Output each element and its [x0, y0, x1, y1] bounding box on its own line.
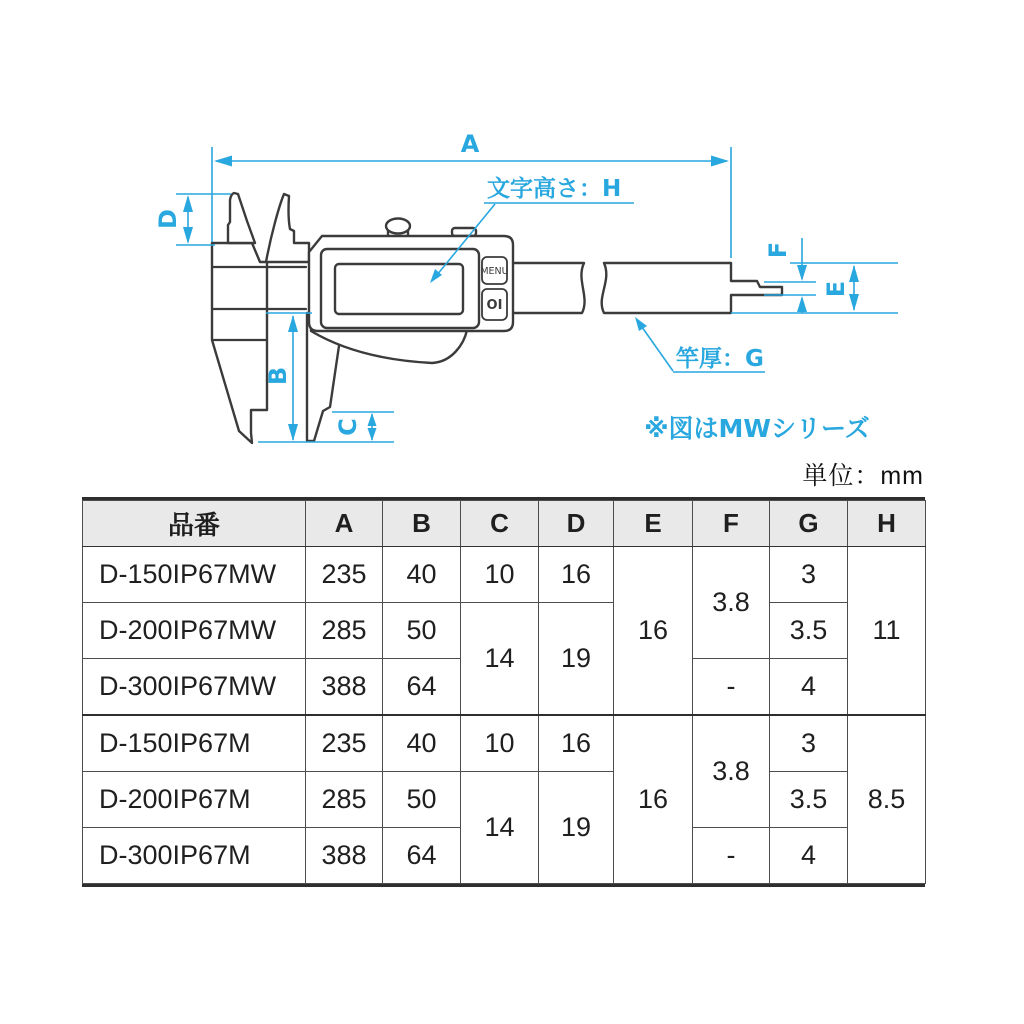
- value-cell: 3.5: [770, 772, 848, 828]
- col-header-c: C: [461, 501, 539, 547]
- part-number-cell: D-200IP67MW: [83, 603, 306, 659]
- value-cell: 40: [383, 715, 461, 772]
- value-cell: 4: [770, 659, 848, 716]
- spec-table-wrap: [82, 497, 925, 887]
- col-header-d: D: [539, 501, 614, 547]
- dim-d: [154, 194, 231, 245]
- part-number-cell: D-300IP67MW: [83, 659, 306, 716]
- arrow-up-icon: [368, 413, 377, 426]
- arrow-down-icon: [368, 428, 377, 441]
- part-number-cell: D-200IP67M: [83, 772, 306, 828]
- col-header-b: B: [383, 501, 461, 547]
- value-cell: -: [693, 659, 770, 716]
- upper-movable-jaw: [266, 194, 309, 262]
- value-cell: 50: [383, 603, 461, 659]
- value-cell: 11: [848, 547, 926, 716]
- dim-a-label: A: [460, 130, 480, 158]
- value-cell: 235: [306, 715, 383, 772]
- value-cell: 19: [539, 603, 614, 716]
- power-button-label: OI: [486, 298, 503, 313]
- dim-c: [332, 412, 394, 441]
- arrow-left-icon: [214, 156, 232, 167]
- char-height-label: 文字高さ：H: [487, 176, 622, 202]
- spec-table: [82, 500, 926, 884]
- dim-f: [764, 238, 816, 313]
- arrow-down-icon: [288, 424, 298, 441]
- dim-d-label: D: [154, 209, 182, 229]
- dim-f-label: F: [764, 241, 792, 259]
- col-header-f: F: [693, 501, 770, 547]
- value-cell: 64: [383, 828, 461, 884]
- value-cell: 4: [770, 828, 848, 884]
- value-cell: 285: [306, 772, 383, 828]
- leader-arrow-icon: [635, 317, 647, 331]
- value-cell: 388: [306, 659, 383, 716]
- series-note: ※図はMWシリーズ: [644, 414, 870, 443]
- arrow-up-icon: [183, 195, 193, 212]
- upper-fixed-jaw: [228, 193, 255, 243]
- value-cell: 16: [539, 547, 614, 603]
- value-cell: 14: [461, 772, 539, 884]
- unit-label: 単位：mm: [802, 462, 924, 490]
- value-cell: 235: [306, 547, 383, 603]
- value-cell: 3: [770, 715, 848, 772]
- value-cell: 19: [539, 772, 614, 884]
- value-cell: 388: [306, 828, 383, 884]
- value-cell: 3.5: [770, 603, 848, 659]
- header-row: [83, 501, 926, 547]
- caliper-diagram: [0, 0, 1024, 497]
- fixed-body-and-jaw: [212, 243, 267, 443]
- value-cell: 16: [614, 547, 693, 716]
- col-header-e: E: [614, 501, 693, 547]
- thumb-roller: [386, 219, 410, 234]
- value-cell: 3.8: [693, 547, 770, 659]
- arrow-up-icon: [288, 315, 298, 332]
- arrow-right-icon: [711, 156, 729, 167]
- col-header-part-number: 品番: [83, 501, 306, 547]
- beam-thickness-label: 竿厚：G: [676, 346, 764, 372]
- lcd-screen: [335, 264, 463, 314]
- beam-right-segment: [602, 263, 782, 313]
- arrow-up-icon: [797, 296, 807, 312]
- value-cell: 8.5: [848, 715, 926, 884]
- value-cell: -: [693, 828, 770, 884]
- table-row: [83, 772, 926, 828]
- col-header-g: G: [770, 501, 848, 547]
- value-cell: 285: [306, 603, 383, 659]
- dim-e-label: E: [822, 280, 850, 298]
- beam-thickness-annotation: [635, 317, 765, 372]
- arrow-down-icon: [849, 294, 859, 311]
- part-number-cell: D-150IP67M: [83, 715, 306, 772]
- table-row: [83, 603, 926, 659]
- caliper-outline: [212, 193, 782, 443]
- value-cell: 3.8: [693, 715, 770, 828]
- col-header-h: H: [848, 501, 926, 547]
- col-header-a: A: [306, 501, 383, 547]
- value-cell: 3: [770, 547, 848, 603]
- table-row: [83, 547, 926, 603]
- table-row: [83, 715, 926, 772]
- dim-c-label: C: [334, 418, 362, 436]
- arrow-down-icon: [183, 227, 193, 244]
- value-cell: 14: [461, 603, 539, 716]
- value-cell: 50: [383, 772, 461, 828]
- value-cell: 64: [383, 659, 461, 716]
- value-cell: 10: [461, 547, 539, 603]
- value-cell: 40: [383, 547, 461, 603]
- arrow-up-icon: [849, 265, 859, 282]
- arrow-down-icon: [797, 265, 807, 281]
- part-number-cell: D-150IP67MW: [83, 547, 306, 603]
- value-cell: 16: [614, 715, 693, 884]
- dim-b-label: B: [264, 366, 292, 386]
- part-number-cell: D-300IP67M: [83, 828, 306, 884]
- menu-button-label: MENU: [480, 266, 509, 277]
- value-cell: 10: [461, 715, 539, 772]
- value-cell: 16: [539, 715, 614, 772]
